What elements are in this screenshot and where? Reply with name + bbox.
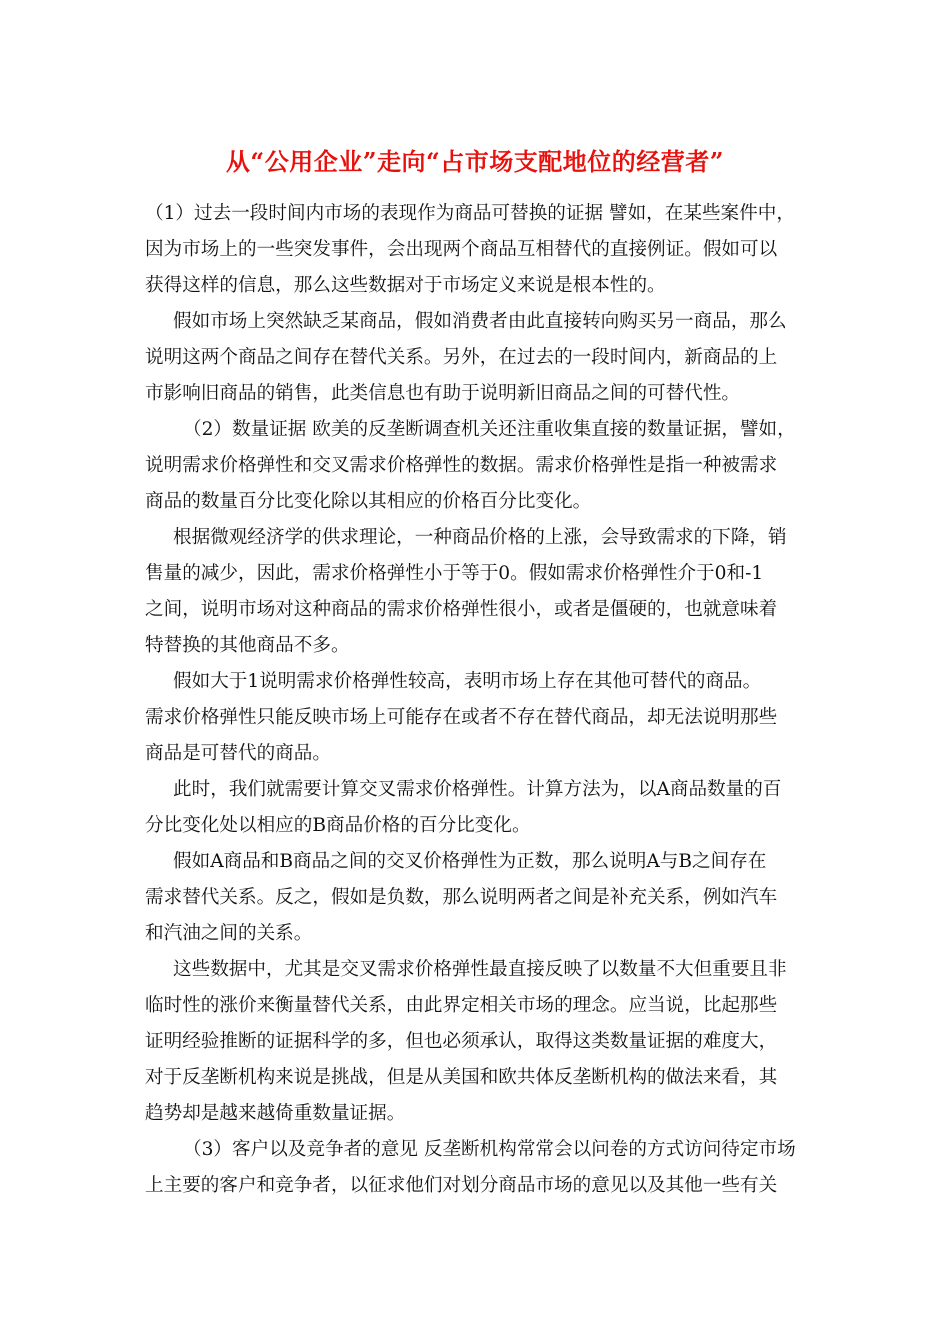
body-line: 对于反垄断机构来说是挑战，但是从美国和欧共体反垄断机构的做法来看，其 <box>145 1067 778 1088</box>
body-line: 此时，我们就需要计算交叉需求价格弹性。计算方法为，以A商品数量的百 <box>173 779 782 800</box>
body-line: 商品的数量百分比变化除以其相应的价格百分比变化。 <box>145 491 592 512</box>
body-line: 根据微观经济学的供求理论，一种商品价格的上涨，会导致需求的下降，销 <box>173 527 787 548</box>
body-line: 假如A商品和B商品之间的交叉价格弹性为正数，那么说明A与B之间存在 <box>173 851 767 872</box>
body-line: （3）客户以及竞争者的意见 反垄断机构常常会以问卷的方式访问待定市场 <box>183 1139 796 1160</box>
body-line: 这些数据中，尤其是交叉需求价格弹性最直接反映了以数量不大但重要且非 <box>173 959 787 980</box>
body-line: 商品是可替代的商品。 <box>145 743 331 764</box>
body-line: 获得这样的信息，那么这些数据对于市场定义来说是根本性的。 <box>145 275 666 296</box>
body-line: 上主要的客户和竞争者，以征求他们对划分商品市场的意见以及其他一些有关 <box>145 1175 778 1196</box>
body-line: 趋势却是越来越倚重数量证据。 <box>145 1103 406 1124</box>
body-line: 需求替代关系。反之，假如是负数，那么说明两者之间是补充关系，例如汽车 <box>145 887 778 908</box>
body-line: 售量的减少，因此，需求价格弹性小于等于0。假如需求价格弹性介于0和-1 <box>145 563 764 584</box>
body-line: 市影响旧商品的销售，此类信息也有助于说明新旧商品之间的可替代性。 <box>145 383 741 404</box>
body-line: 分比变化处以相应的B商品价格的百分比变化。 <box>145 815 531 836</box>
body-line: 临时性的涨价来衡量替代关系，由此界定相关市场的理念。应当说，比起那些 <box>145 995 778 1016</box>
body-line: 假如大于1说明需求价格弹性较高，表明市场上存在其他可替代的商品。 <box>173 671 762 692</box>
body-line: 说明这两个商品之间存在替代关系。另外，在过去的一段时间内，新商品的上 <box>145 347 778 368</box>
body-line: 特替换的其他商品不多。 <box>145 635 350 656</box>
body-line: 证明经验推断的证据科学的多，但也必须承认，取得这类数量证据的难度大， <box>145 1031 778 1052</box>
body-line: 因为市场上的一些突发事件，会出现两个商品互相替代的直接例证。假如可以 <box>145 239 778 260</box>
body-line: 和汽油之间的关系。 <box>145 923 313 944</box>
body-line: （2）数量证据 欧美的反垄断调查机关还注重收集直接的数量证据，譬如， <box>183 419 796 440</box>
body-line: 需求价格弹性只能反映市场上可能存在或者不存在替代商品，却无法说明那些 <box>145 707 778 728</box>
body-line: 假如市场上突然缺乏某商品，假如消费者由此直接转向购买另一商品，那么 <box>173 311 787 332</box>
body-line: 之间，说明市场对这种商品的需求价格弹性很小，或者是僵硬的，也就意味着 <box>145 599 778 620</box>
body-line: 说明需求价格弹性和交叉需求价格弹性的数据。需求价格弹性是指一种被需求 <box>145 455 778 476</box>
document-body <box>145 196 815 1204</box>
document-title: 从“公用企业”走向“占市场支配地位的经营者” <box>225 147 725 176</box>
body-line: （1）过去一段时间内市场的表现作为商品可替换的证据 譬如，在某些案件中， <box>145 203 795 224</box>
